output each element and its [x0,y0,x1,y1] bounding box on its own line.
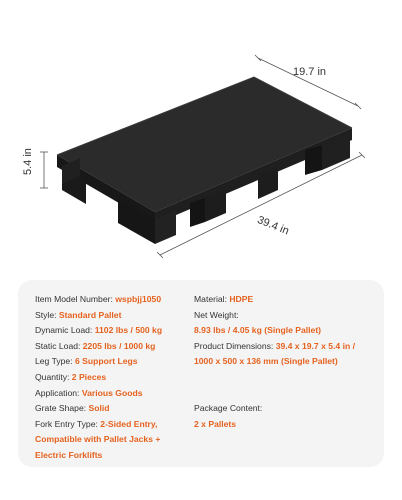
spec-key: Product Dimensions: [194,340,276,351]
spec-key: Dynamic Load: [35,325,95,336]
spacer [194,386,380,402]
length-label: 39.4 in [255,214,291,238]
spec-net-weight-value [194,323,380,339]
spec-key: Package Content: [194,403,263,414]
height-label: 5.4 in [22,148,34,175]
spec-value: Electric Forklifts [35,449,103,460]
spec-material [194,292,380,308]
spec-net-weight [194,308,380,324]
spec-value: 2205 lbs / 1000 kg [82,340,156,351]
spec-model [35,292,210,308]
pallet [57,77,352,244]
spec-fork-entry-cont [35,432,210,448]
width-label: 19.7 in [293,66,327,78]
spec-value: 1102 lbs / 500 kg [94,325,163,336]
spec-value: wspbjj1050 [115,294,162,304]
spec-dynamic-load [35,323,210,339]
spec-key: Application: [35,387,82,398]
spec-quantity [35,370,210,386]
spec-value: Solid [88,403,110,414]
spec-product-dimensions [194,339,380,355]
spec-application [35,386,210,402]
spec-key: Fork Entry Type: [35,418,101,429]
spec-key: Item Model Number: [35,294,116,304]
spec-static-load [35,339,210,355]
spec-fork-entry-cont [35,448,210,464]
spec-value: HDPE [229,294,254,304]
spacer [194,370,380,386]
spec-package-content-value [194,417,380,433]
spec-key: Quantity: [35,371,72,382]
spec-value: 8.93 lbs / 4.05 kg (Single Pallet) [194,325,322,336]
spec-value: Various Goods [81,387,143,398]
spec-value: 2 Pieces [71,371,107,382]
spec-value: 2 x Pallets [194,418,237,429]
spec-key: Net Weight: [194,309,239,320]
spec-key: Static Load: [35,340,83,351]
spec-package-content [194,401,380,417]
spec-grate-shape [35,401,210,417]
spec-value: 39.4 x 19.7 x 5.4 in / [275,340,355,351]
spec-key: Style: [35,309,59,320]
spec-leg-type [35,354,210,370]
spec-key: Leg Type: [35,356,75,367]
spec-style [35,308,210,324]
spec-value: 1000 x 500 x 136 mm (Single Pallet) [194,356,338,367]
spec-product-dimensions-cont [194,354,380,370]
spec-key: Material: [194,294,230,304]
specs-right-column [194,292,380,432]
specifications-card [18,280,384,467]
spec-value: 2-Sided Entry, [100,418,158,429]
spec-key: Grate Shape: [35,403,89,414]
spec-value: Standard Pallet [58,309,122,320]
specs-left-column [35,292,210,464]
spec-fork-entry [35,417,210,433]
spec-value: 6 Support Legs [74,356,138,367]
spec-value: Compatible with Pallet Jacks + [35,434,161,445]
